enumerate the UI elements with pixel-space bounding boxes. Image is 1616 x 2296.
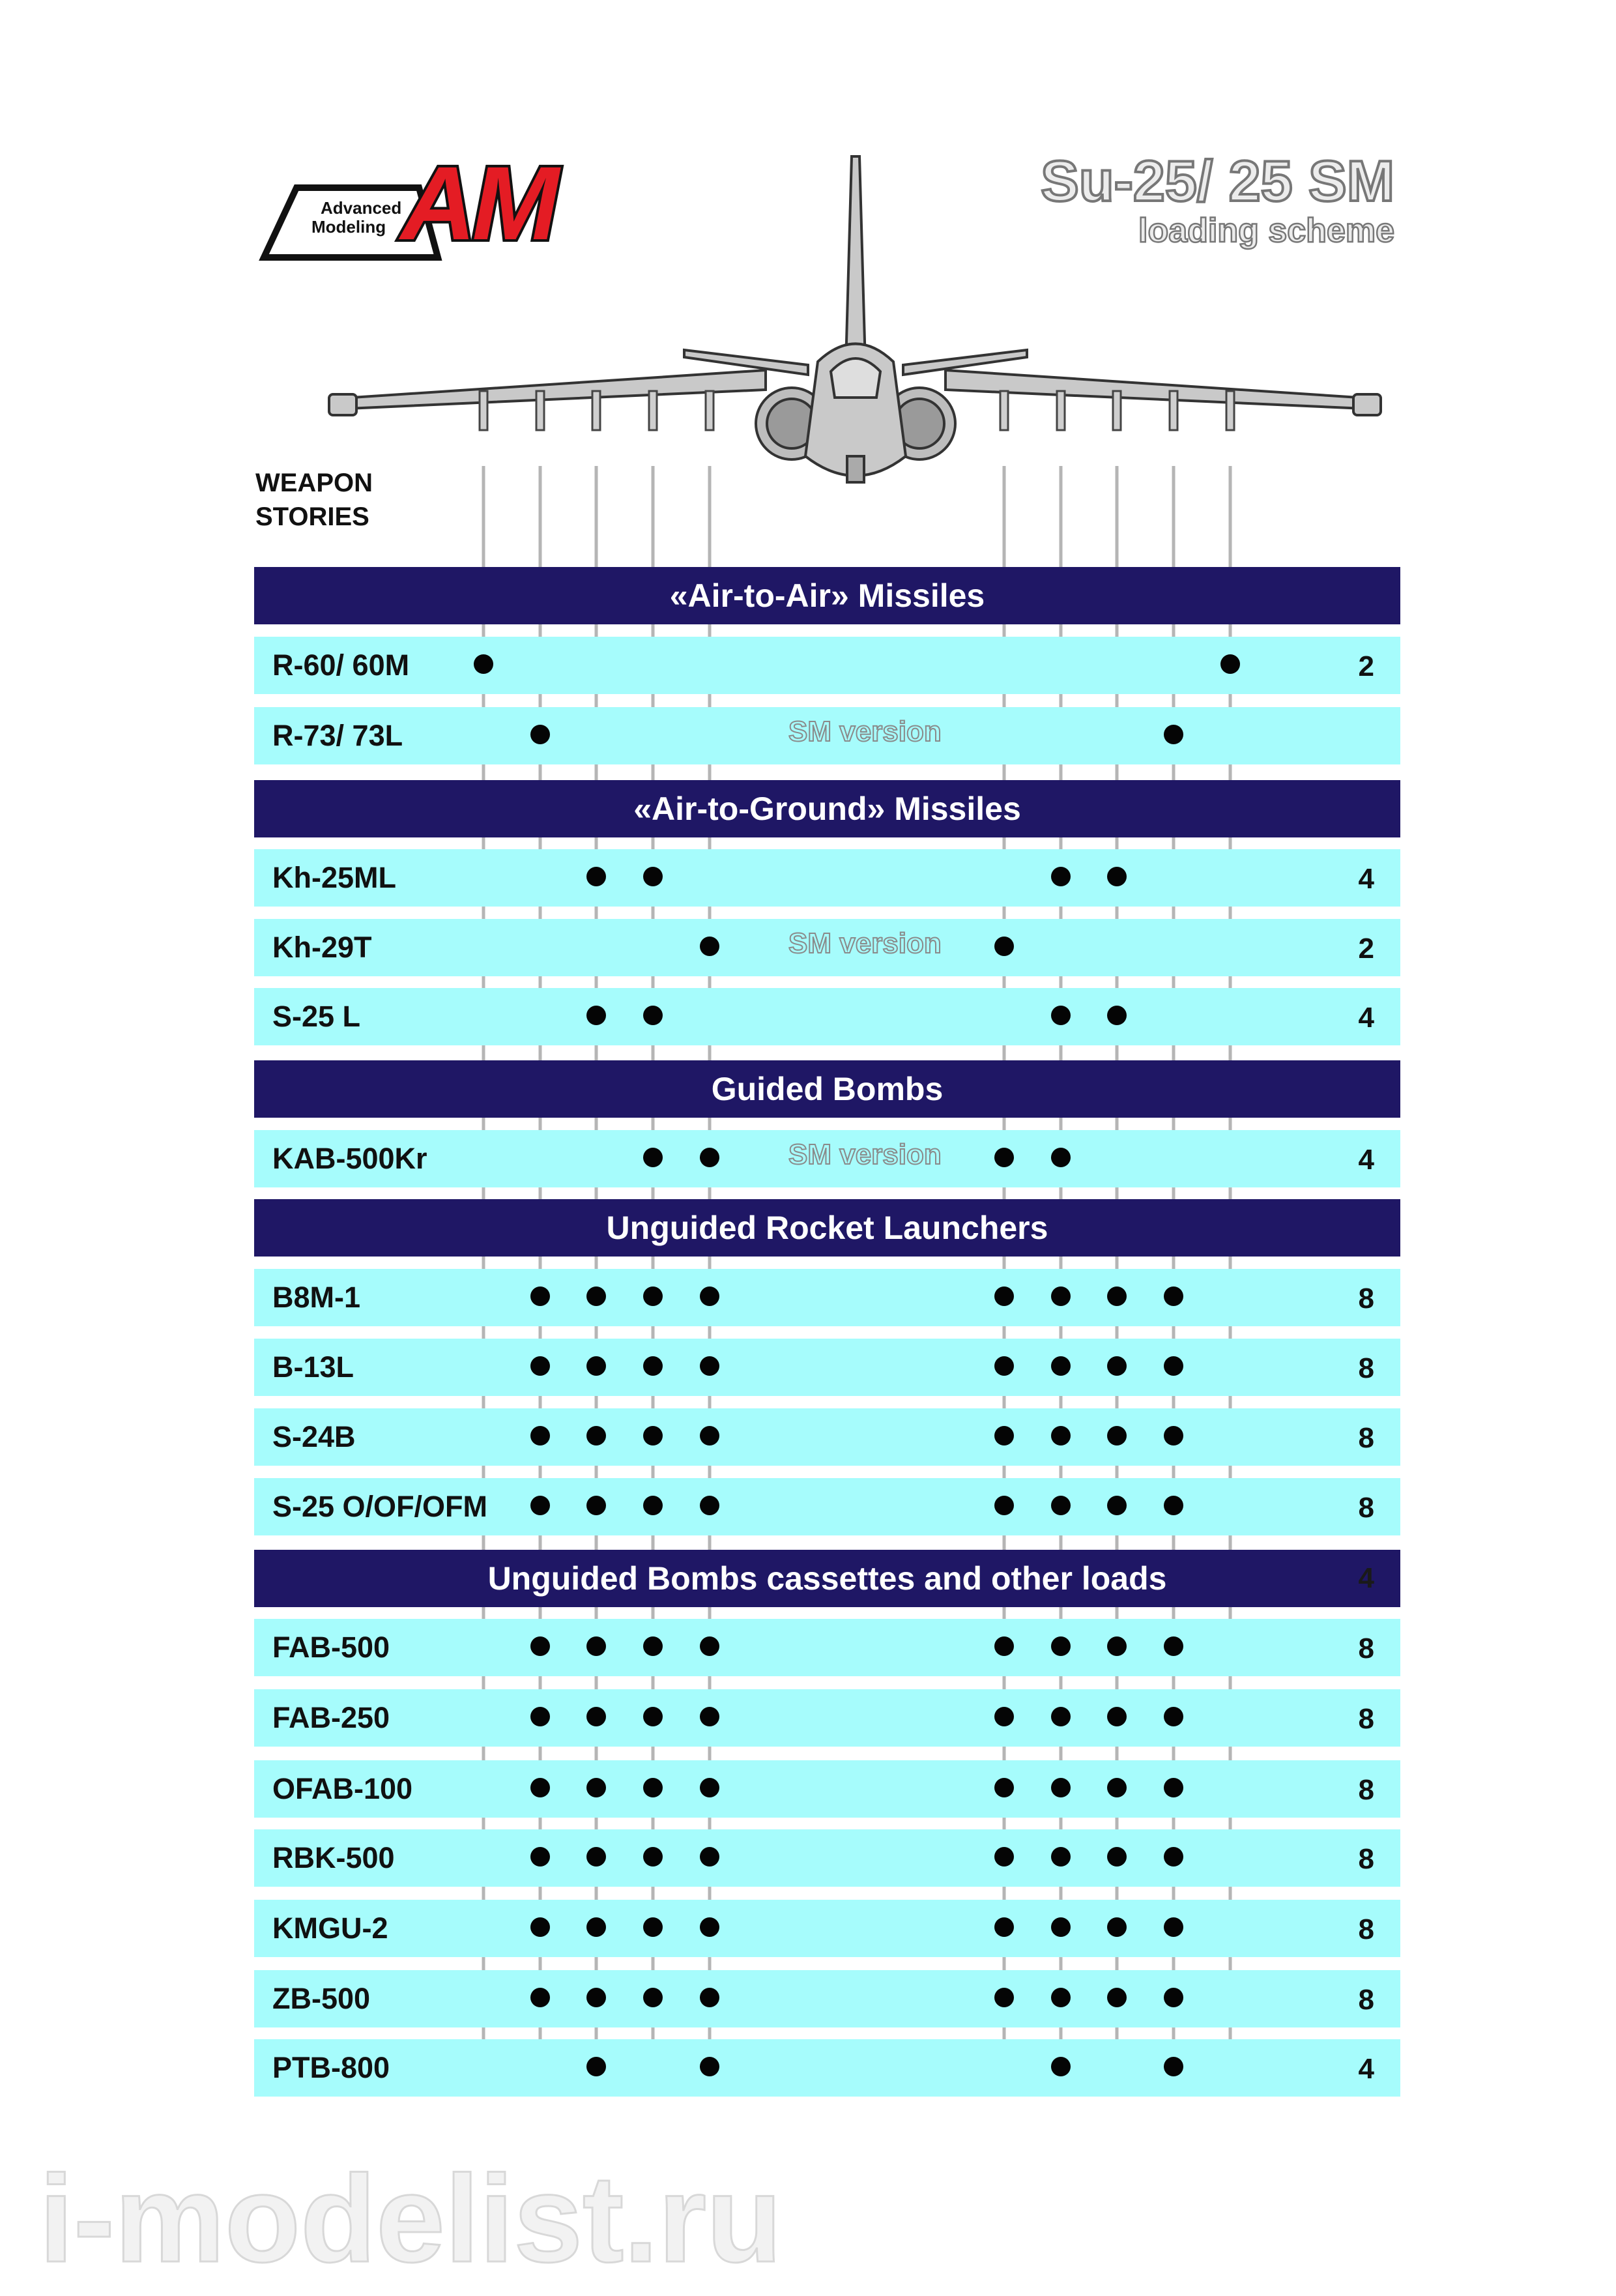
station-dot <box>643 1707 663 1726</box>
weapon-row <box>254 1619 1400 1676</box>
station-dot <box>994 1286 1014 1306</box>
station-dot <box>530 1917 550 1937</box>
station-dot <box>586 1496 606 1515</box>
weapon-name: FAB-250 <box>272 1701 390 1734</box>
station-dot <box>1164 1426 1183 1446</box>
weapon-row <box>254 919 1400 976</box>
station-dot <box>643 867 663 886</box>
weapon-row <box>254 1408 1400 1466</box>
page-title: Su-25/ 25 SM <box>1041 149 1394 213</box>
weapon-count: 4 <box>1358 1144 1374 1176</box>
station-dot <box>1107 867 1127 886</box>
station-dot <box>700 1847 719 1867</box>
weapon-row <box>254 988 1400 1045</box>
sm-version-note: SM version <box>788 927 942 959</box>
station-dot <box>586 1988 606 2007</box>
station-dot <box>700 1778 719 1797</box>
station-dot <box>1107 1496 1127 1515</box>
pylon-5 <box>706 391 714 430</box>
weapon-row <box>254 637 1400 694</box>
station-dot <box>1164 1847 1183 1867</box>
station-dot <box>1107 1988 1127 2007</box>
station-dot <box>643 1778 663 1797</box>
station-dot <box>530 725 550 744</box>
weapon-name: Kh-25ML <box>272 861 396 894</box>
station-dot <box>1164 725 1183 744</box>
station-dot <box>643 1286 663 1306</box>
station-dot <box>643 1917 663 1937</box>
station-dot <box>1107 1426 1127 1446</box>
station-dot <box>643 1006 663 1025</box>
station-dot <box>1051 1426 1071 1446</box>
station-dot <box>994 1636 1014 1656</box>
sm-version-note: SM version <box>788 1139 942 1170</box>
station-dot <box>994 1917 1014 1937</box>
weapon-row <box>254 1900 1400 1957</box>
station-dot <box>700 2057 719 2076</box>
pylon-1 <box>480 391 487 430</box>
station-dot <box>1051 1286 1071 1306</box>
weapon-count: 4 <box>1358 1002 1374 1034</box>
station-dot <box>1051 1636 1071 1656</box>
weapon-row <box>254 849 1400 907</box>
station-dot <box>1220 654 1240 674</box>
section-title: Unguided Bombs cassettes and other loads <box>487 1560 1167 1597</box>
station-dot <box>700 937 719 956</box>
station-dot <box>1051 867 1071 886</box>
station-dot <box>700 1356 719 1376</box>
weapon-name: ZB-500 <box>272 1982 371 2015</box>
station-dot <box>700 1636 719 1656</box>
weapon-count: 8 <box>1358 1703 1374 1735</box>
station-dot <box>700 1917 719 1937</box>
weapon-count: 8 <box>1358 1422 1374 1454</box>
weapon-row <box>254 707 1400 764</box>
weapon-row <box>254 1689 1400 1747</box>
station-dot <box>586 1356 606 1376</box>
station-dot <box>1051 1148 1071 1167</box>
station-dot <box>994 1356 1014 1376</box>
station-dot <box>1107 1636 1127 1656</box>
station-dot <box>1107 1286 1127 1306</box>
pylon-9 <box>1170 391 1177 430</box>
station-dot <box>700 1148 719 1167</box>
station-dot <box>700 1286 719 1306</box>
station-dot <box>586 1707 606 1726</box>
weapon-row <box>254 1269 1400 1326</box>
weapon-count: 4 <box>1358 2053 1374 2085</box>
station-dot <box>994 1988 1014 2007</box>
logo-text-modeling: Modeling <box>311 217 386 237</box>
station-dot <box>1107 1778 1127 1797</box>
weapon-count: 2 <box>1358 933 1374 965</box>
pylon-6 <box>1000 391 1008 430</box>
weapon-name: R-73/ 73L <box>272 719 403 752</box>
station-dot <box>994 1496 1014 1515</box>
station-dot <box>530 1286 550 1306</box>
watermark: i-modelist.ru <box>39 2150 783 2288</box>
section-title: «Air-to-Ground» Missiles <box>633 791 1021 827</box>
section-header <box>254 1199 1400 1257</box>
station-dot <box>1164 1707 1183 1726</box>
logo-mark: AM <box>401 145 555 261</box>
pylon-3 <box>592 391 600 430</box>
station-dot <box>1051 1917 1071 1937</box>
weapon-row <box>254 2039 1400 2097</box>
section-title: Guided Bombs <box>711 1071 944 1107</box>
station-dot <box>586 1426 606 1446</box>
station-dot <box>1164 1778 1183 1797</box>
weapon-name: FAB-500 <box>272 1631 390 1664</box>
station-dot <box>994 1426 1014 1446</box>
page-subtitle: loading scheme <box>1138 212 1394 250</box>
station-dot <box>1164 1356 1183 1376</box>
station-dot <box>1051 1006 1071 1025</box>
weapon-name: OFAB-100 <box>272 1772 413 1805</box>
weapon-count: 2 <box>1358 650 1374 682</box>
pylon-10 <box>1226 391 1234 430</box>
weapon-name: B8M-1 <box>272 1281 361 1314</box>
station-dot <box>530 1707 550 1726</box>
station-dot <box>1051 2057 1071 2076</box>
pylon-7 <box>1057 391 1065 430</box>
weapon-name: S-24B <box>272 1420 356 1453</box>
weapon-count: 8 <box>1358 1843 1374 1875</box>
station-dot <box>586 1286 606 1306</box>
stations-label-line1: WEAPON <box>255 469 373 497</box>
weapon-count: 8 <box>1358 1984 1374 2016</box>
section-title: «Air-to-Air» Missiles <box>669 577 985 614</box>
section-title: Unguided Rocket Launchers <box>606 1210 1048 1246</box>
station-dot <box>643 1847 663 1867</box>
station-dot <box>1107 1707 1127 1726</box>
weapon-name: KMGU-2 <box>272 1911 388 1945</box>
station-dot <box>700 1496 719 1515</box>
section-header <box>254 780 1400 837</box>
station-dot <box>1107 1006 1127 1025</box>
station-dot <box>586 1847 606 1867</box>
station-dot <box>1051 1988 1071 2007</box>
weapon-count: 4 <box>1358 863 1374 895</box>
station-dot <box>994 1778 1014 1797</box>
pylon-8 <box>1113 391 1121 430</box>
station-dot <box>586 1917 606 1937</box>
weapon-row <box>254 1829 1400 1887</box>
station-dot <box>530 1988 550 2007</box>
weapon-name: RBK-500 <box>272 1841 395 1874</box>
station-dot <box>1051 1356 1071 1376</box>
station-dot <box>1107 1917 1127 1937</box>
station-dot <box>643 1496 663 1515</box>
station-dot <box>586 2057 606 2076</box>
sm-version-note: SM version <box>788 716 942 748</box>
station-dot <box>530 1426 550 1446</box>
station-dot <box>700 1988 719 2007</box>
pylon-2 <box>536 391 544 430</box>
station-dot <box>1164 1286 1183 1306</box>
weapon-row <box>254 1478 1400 1535</box>
weapon-name: Kh-29T <box>272 931 372 964</box>
station-dot <box>530 1496 550 1515</box>
weapon-count: 8 <box>1358 1774 1374 1806</box>
weapon-name: KAB-500Kr <box>272 1142 427 1175</box>
weapon-count: 8 <box>1358 1913 1374 1945</box>
station-dot <box>586 1636 606 1656</box>
stations-label <box>255 466 373 534</box>
weapon-name: B-13L <box>272 1350 354 1384</box>
station-dot <box>1051 1847 1071 1867</box>
station-dot <box>994 1148 1014 1167</box>
weapon-row <box>254 1970 1400 2027</box>
station-dot <box>1164 1496 1183 1515</box>
station-dot <box>1051 1778 1071 1797</box>
station-dot <box>1107 1847 1127 1867</box>
station-dot <box>643 1988 663 2007</box>
station-dot <box>586 867 606 886</box>
station-dot <box>1164 2057 1183 2076</box>
weapon-name: R-60/ 60M <box>272 648 410 682</box>
station-dot <box>643 1148 663 1167</box>
station-dot <box>586 1006 606 1025</box>
section-header <box>254 567 1400 624</box>
station-dot <box>994 937 1014 956</box>
station-dot <box>474 654 493 674</box>
weapon-row <box>254 1760 1400 1818</box>
logo-text-advanced: Advanced <box>321 198 402 218</box>
station-dot <box>530 1636 550 1656</box>
section-header <box>254 1550 1400 1607</box>
section-header <box>254 1060 1400 1118</box>
station-dot <box>643 1636 663 1656</box>
station-dot <box>994 1707 1014 1726</box>
weapon-count: 8 <box>1358 1283 1374 1315</box>
station-dot <box>994 1847 1014 1867</box>
station-dot <box>530 1847 550 1867</box>
station-dot <box>1164 1988 1183 2007</box>
weapon-name: S-25 L <box>272 1000 361 1033</box>
weapon-count: 8 <box>1358 1492 1374 1524</box>
weapon-name: PTB-800 <box>272 2051 390 2084</box>
weapon-row <box>254 1339 1400 1396</box>
station-dot <box>1107 1356 1127 1376</box>
weapon-count: 8 <box>1358 1633 1374 1664</box>
station-dot <box>1164 1917 1183 1937</box>
stations-label-line2: STORIES <box>255 502 369 531</box>
weapon-name: S-25 O/OF/OFM <box>272 1490 488 1523</box>
station-dot <box>586 1778 606 1797</box>
station-dot <box>1164 1636 1183 1656</box>
station-dot <box>643 1356 663 1376</box>
weapon-count: 8 <box>1358 1352 1374 1384</box>
station-dot <box>530 1356 550 1376</box>
station-dot <box>1051 1496 1071 1515</box>
station-dot <box>530 1778 550 1797</box>
section-count: 4 <box>1358 1562 1374 1594</box>
station-dot <box>700 1707 719 1726</box>
weapon-row <box>254 1130 1400 1187</box>
station-dot <box>643 1426 663 1446</box>
station-dot <box>700 1426 719 1446</box>
pylon-4 <box>649 391 657 430</box>
station-dot <box>1051 1707 1071 1726</box>
